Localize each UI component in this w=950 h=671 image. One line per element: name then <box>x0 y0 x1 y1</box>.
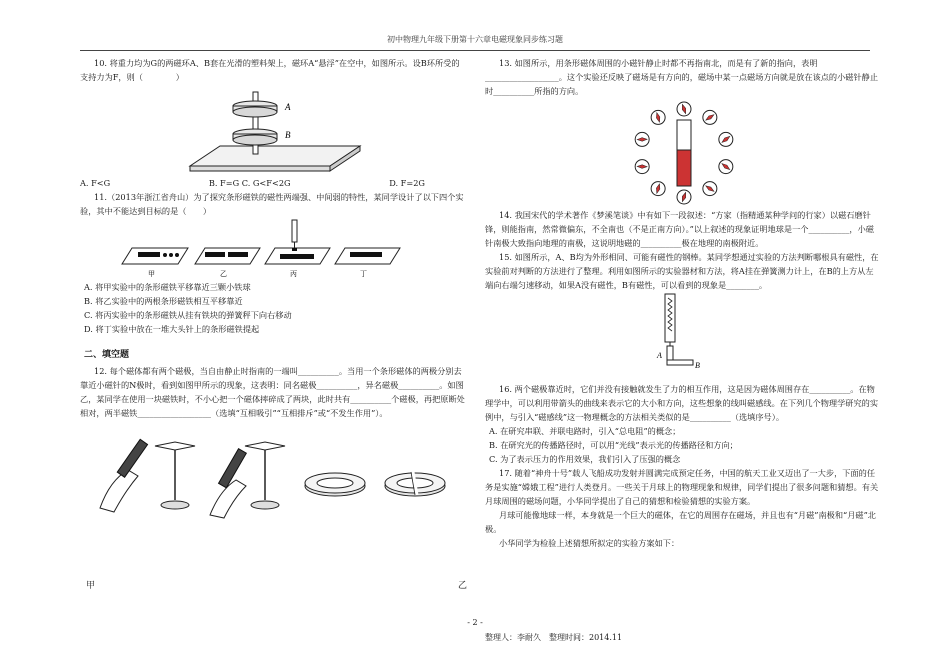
question-14: 14. 我国宋代的学术著作《梦溪笔谈》中有如下一段叙述：“方家（指精通某种学问的行家）以磁石磨针锋，则能指南，然常微偏东，不全南也（不是正南方向）。”以上叙述的现象证明地球是一个__________，小磁针南极大致指向地理的南极，这说明地磁的__________极在地理的南极附近。 <box>485 210 874 248</box>
ring-magnet-whole <box>305 473 365 496</box>
question-11-options <box>80 280 465 336</box>
spring-scale-figure <box>485 292 880 370</box>
hand-with-magnet-2 <box>210 449 246 518</box>
figure-label-yi: 乙 <box>458 581 468 591</box>
question-12: 12. 每个磁体都有两个磁极，当自由静止时指南的一端叫__________。当用一个条形磁体的两极分别去靠近小磁针的N极时，看到如图甲所示的现象，这表明：同名磁极__________，异名磁极__________。如图乙，某同学在使用一块磁铁时，不小心把一个磁体摔碎成了两块，此时共有__________个磁极，再把原断处相对，两半磁铁__________________（选填“互相吸引”“互相排斥”或“不发生作用”）。 <box>80 366 465 418</box>
question-11: 11.（2013年浙江省舟山）为了探究条形磁铁的磁性两端强、中间弱的特性，某同学设计了以下四个实验，其中不能达到目标的是（ ） <box>80 192 464 216</box>
compass-stand-1 <box>155 442 195 509</box>
page-number: - 2 - <box>467 618 483 627</box>
question-10: 10. 将重力均为G的两磁环A、B套在光滑的塑料架上，磁环A“悬浮”在空中，如图所示。设B环所受的支持力为F，则（ ） <box>80 58 460 82</box>
exp-label-ding: 丁 <box>360 270 367 278</box>
rod-b-label: B <box>695 361 700 370</box>
question-17-hypothesis: 月球可能像地球一样，本身就是一个巨大的磁体，在它的周围存在磁场，并且也有“月磁”南极和“月磁”北极。 <box>485 510 876 534</box>
header-title: 初中物理九年级下册第十六章电磁现象同步练习题 <box>387 35 563 44</box>
hand-with-magnet-1 <box>100 439 148 512</box>
q16-option-b: B. 在研究光的传播路径时，可以用“光线”表示光的传播路径和方向； <box>489 440 738 450</box>
q10-option-d: D. F=2G <box>389 178 425 188</box>
q11-option-b: B. 将乙实验中的两根条形磁铁相互平移靠近 <box>84 296 243 306</box>
magnet-rings-figure <box>80 84 465 174</box>
question-13: 13. 如图所示，用条形磁体周围的小磁针静止时都不再指南北，而是有了新的指向，表明__________________。这个实验还反映了磁场是有方向的，磁场中某一点磁场方向就是放在该点的小磁针静止时__________所指的方向。 <box>485 58 879 96</box>
ring-a-label: A <box>285 102 291 112</box>
ring-b-label: B <box>285 130 291 140</box>
exp-label-bing: 丙 <box>290 270 297 278</box>
page-header <box>80 34 870 51</box>
q16-option-c: C. 为了表示压力的作用效果，我们引入了压强的概念 <box>489 454 681 464</box>
four-experiments-figure <box>80 218 465 280</box>
question-16: 16. 两个磁极靠近时，它们并没有接触就发生了力的相互作用，这是因为磁体周围存在__________。在物理学中，可以利用带箭头的曲线来表示它的大小和方向，这些想象的线叫磁感线。在下列几个物理学研究的实例中，与引入“磁感线”这一物理概念的方法相关类似的是__________（选填序号）。 <box>485 384 879 422</box>
q11-option-d: D. 将丁实验中放在一堆大头针上的条形磁铁提起 <box>84 324 260 334</box>
rod-a-label: A <box>657 351 662 360</box>
right-column <box>485 56 880 550</box>
q16-option-a: A. 在研究串联、并联电路时，引入“总电阻”的概念； <box>489 426 681 436</box>
compass-ring-bar-magnet-figure <box>485 98 880 208</box>
q11-option-c: C. 将丙实验中的条形磁铁从挂有铁块的弹簧秤下向右移动 <box>84 310 292 320</box>
compass-and-broken-magnet-figure <box>80 420 465 520</box>
q10-option-a: A. F<G <box>80 178 111 188</box>
question-10-options <box>80 176 465 190</box>
ring-magnet-broken <box>385 472 445 496</box>
q10-option-bc: B. F=G C. G<F<2G <box>208 178 291 188</box>
question-17-plan-intro: 小华同学为检验上述猜想所拟定的实验方案如下： <box>499 538 680 548</box>
figure-label-jia: 甲 <box>86 581 96 591</box>
exp-label-jia: 甲 <box>148 270 155 278</box>
exp-label-yi: 乙 <box>220 270 227 278</box>
footer-compiler-info: 整理人：李耐久 整理时间：2014.11 <box>485 633 623 642</box>
section-fill-blank-title: 二、填空题 <box>84 350 130 360</box>
q11-option-a: A. 将甲实验中的条形磁铁平移靠近三颗小铁球 <box>84 282 251 292</box>
left-column <box>80 56 465 520</box>
question-16-options <box>485 424 880 466</box>
question-17: 17. 随着“神舟十号”载人飞船成功发射并圆满完成预定任务，中国的航天工业又迈出了一大步，下面的任务是实施“嫦娥工程”进行人类登月。一些关于月球上的物理现象和规律，同学们提出了很多问题和猜想。有关月球周围的磁场问题，小华同学提出了自己的猜想和检验猜想的实验方案。 <box>485 468 879 506</box>
question-15: 15. 如图所示，A、B均为外形相同、可能有磁性的钢棒。某同学想通过实验的方法判断哪根具有磁性，在实验前对判断的方法进行了整理。利用如图所示的实验器材和方法，将A挂在弹簧测力计上，在B的上方从左端向右端匀速移动，如果A没有磁性，B有磁性，可以看到的现象是________。 <box>485 252 879 290</box>
compass-stand-2 <box>245 442 285 509</box>
